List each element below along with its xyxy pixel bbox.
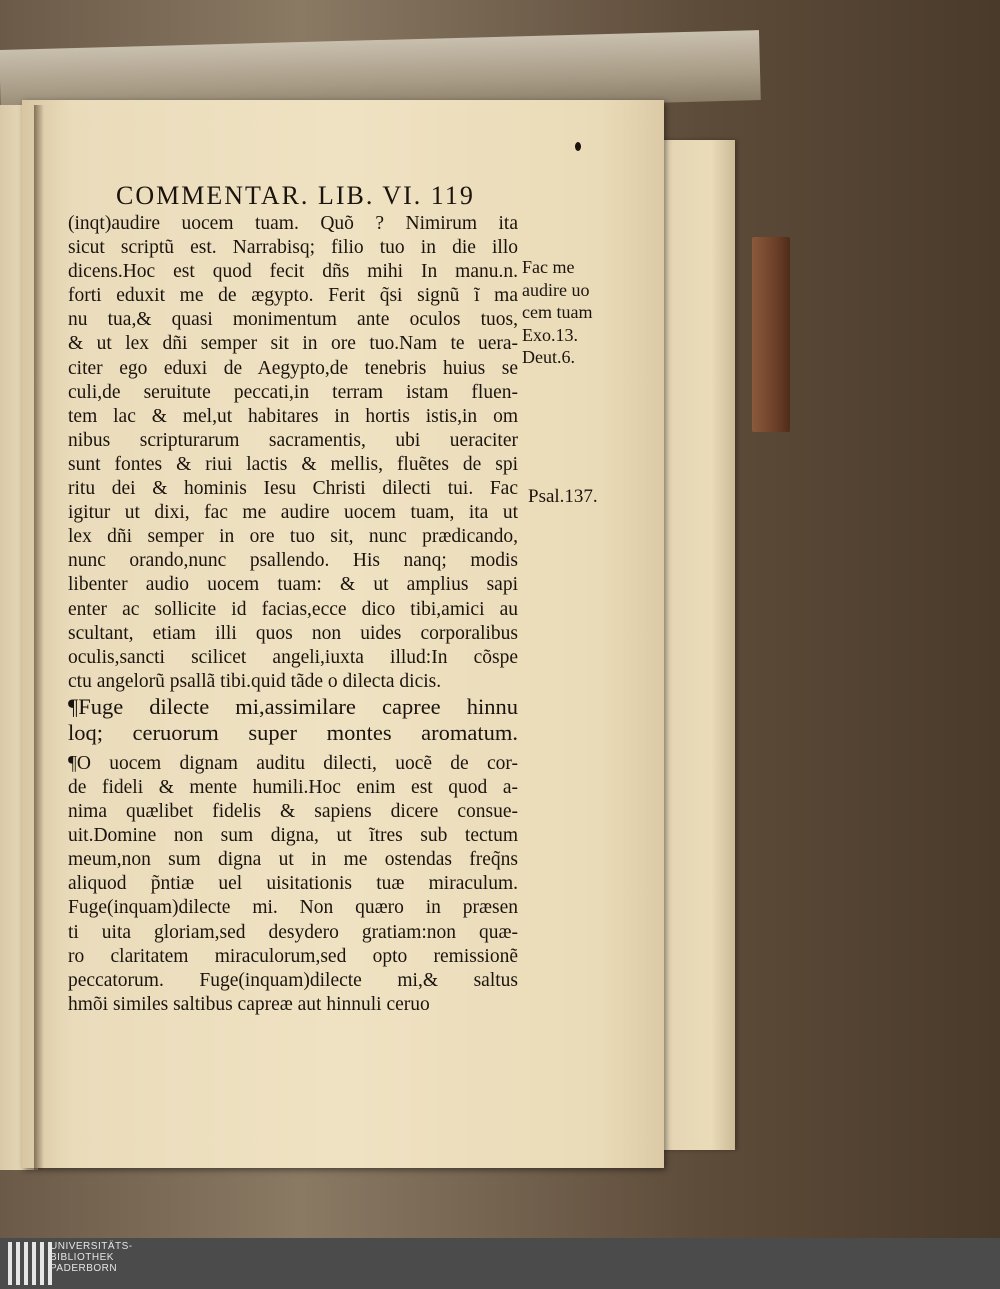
text-line: citer ego eduxi de Aegypto,de tenebris huius se [68, 357, 518, 379]
text-line: ro claritatem miraculorum,sed opto remissionẽ [68, 945, 518, 967]
text-line: sicut scriptũ est. Narrabisq; filio tuo in die illo [68, 237, 518, 259]
commentary-text [68, 752, 518, 1017]
leather-tab [752, 237, 790, 432]
text-line: igitur ut dixi, fac me audire uocem tuam, ita ut [68, 502, 518, 524]
margin-note-line: Exo.13. [522, 324, 578, 345]
running-header: COMMENTAR. LIB. VI. 119 [116, 181, 475, 210]
text-line: hmõi similes saltibus capreæ aut hinnuli ceruo [68, 993, 430, 1015]
text-line: lex dñi semper in ore tuo sit, nunc prædicando, [68, 526, 518, 548]
text-line: libenter audio uocem tuam: & ut amplius sapi [68, 574, 518, 596]
main-text-block [68, 180, 518, 1017]
text-line: (inqt)audire uocem tuam. Quõ ? Nimirum ita [68, 213, 518, 234]
verse-line: loq; ceruorum super montes aromatum. [68, 719, 518, 745]
margin-note-line: audire uo [522, 279, 590, 300]
logo-line: BIBLIOTHEK [50, 1252, 114, 1263]
margin-notes [522, 256, 632, 369]
logo-line: UNIVERSITÄTS- [50, 1241, 133, 1252]
text-line: nu tua,& quasi monimentum ante oculos tuos, [68, 309, 518, 331]
ink-mark [575, 142, 581, 151]
text-line: uit.Domine non sum digna, ut ĩtres sub tectum [68, 825, 518, 847]
margin-note-line: Fac me [522, 257, 575, 277]
library-footer [0, 1238, 1000, 1289]
text-line: & ut lex dñi semper sit in ore tuo.Nam te uera- [68, 333, 518, 355]
margin-note-psalm: Psal.137. [528, 486, 598, 507]
text-line: de fideli & mente humili.Hoc enim est quod a- [68, 776, 518, 798]
library-logo-icon [8, 1242, 52, 1285]
library-logo-text [50, 1241, 133, 1274]
logo-line: PADERBORN [50, 1263, 118, 1274]
spine-shadow [34, 105, 44, 1170]
text-line: ¶O uocem dignam auditu dilecti, uocẽ de cor- [68, 752, 518, 774]
text-line: oculis,sancti scilicet angeli,iuxta illud:In cõspe [68, 646, 518, 668]
text-line: nibus scripturarum sacramentis, ubi ueraciter [68, 429, 518, 451]
text-line: dicens.Hoc est quod fecit dñs mihi In manu.n. [68, 261, 518, 283]
verse-line: ¶Fuge dilecte mi,assimilare capree hinnu [68, 693, 518, 719]
text-line: ritu dei & hominis Iesu Christi dilecti tui. Fac [68, 478, 518, 500]
text-line: peccatorum. Fuge(inquam)dilecte mi,& saltus [68, 969, 518, 991]
text-line: tem lac & mel,ut habitares in hortis istis,in om [68, 405, 518, 427]
text-line: ti uita gloriam,sed desydero gratiam:non quæ- [68, 921, 518, 943]
text-line: nunc orando,nunc psallendo. His nanq; modis [68, 550, 518, 572]
text-line: culi,de seruitute peccati,in terram istam fluen- [68, 381, 518, 403]
text-line: Fuge(inquam)dilecte mi. Non quæro in præsen [68, 897, 518, 919]
text-line: scultant, etiam illi quos non uides corporalibus [68, 622, 518, 644]
page-stack-edge [655, 140, 735, 1150]
text-line: sunt fontes & riui lactis & mellis, fluẽtes de spi [68, 453, 518, 475]
text-line: enter ac sollicite id facias,ecce dico tibi,amici au [68, 598, 518, 620]
text-line: nima quælibet fidelis & sapiens dicere consue- [68, 801, 518, 823]
scripture-verse [68, 694, 518, 746]
text-line: ctu angelorũ psallã tibi.quid tãde o dilecta dicis. [68, 670, 442, 692]
margin-note-line: Deut.6. [522, 347, 575, 367]
body-text [68, 212, 518, 694]
text-line: aliquod p̃ntiæ uel uisitationis tuæ miraculum. [68, 873, 518, 895]
text-line: forti eduxit me de ægypto. Ferit q̃si signũ ĩ ma [68, 285, 518, 307]
margin-note-line: cem tuam [522, 302, 593, 322]
text-line: meum,non sum digna ut in me ostendas freq̃ns [68, 849, 518, 871]
